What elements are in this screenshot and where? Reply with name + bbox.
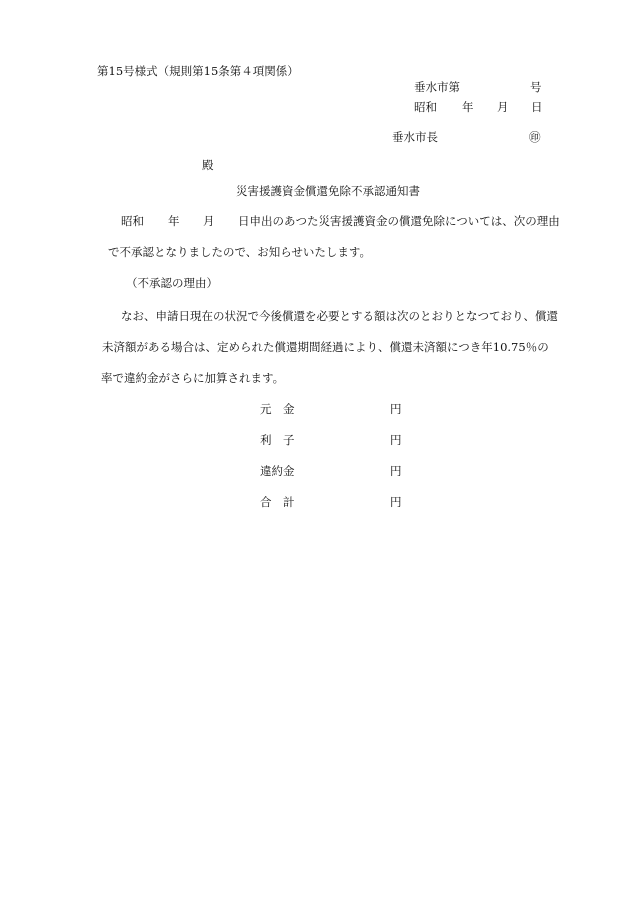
seal-mark: ㊞ [529, 130, 541, 144]
body-line-1 [0, 216, 630, 230]
reason-line-2: 未済額がある場合は、定められた償還期間経過により、償還未済額につき年10.75％の [102, 340, 549, 354]
amount-label: 元 金 [260, 402, 295, 416]
date-month: 月 [497, 100, 509, 114]
amount-unit: 円 [390, 495, 402, 509]
issuer-title: 垂水市長 [392, 130, 438, 144]
date-era: 昭和 [414, 100, 437, 114]
document-title: 災害援護資金償還免除不承認通知書 [236, 184, 420, 198]
body-date-month: 月 [203, 214, 215, 228]
amount-row-interest [0, 435, 630, 449]
document-number-suffix: 号 [530, 80, 542, 94]
document-number-prefix: 垂水市第 [414, 80, 460, 94]
body-date-era: 昭和 [121, 214, 144, 228]
date-year: 年 [462, 100, 474, 114]
reason-line-1: なお、申請日現在の状況で今後償還を必要とする額は次のとおりとなつており、償還 [121, 309, 558, 323]
amount-label: 違約金 [260, 464, 295, 478]
reason-line-3: 率で違約金がさらに加算されます。 [101, 371, 285, 385]
amount-row-penalty [0, 466, 630, 480]
amount-row-principal [0, 404, 630, 418]
form-header: 第15号様式（規則第15条第４項関係） [97, 64, 299, 78]
amount-row-total [0, 497, 630, 511]
amount-unit: 円 [390, 433, 402, 447]
body-line-2: で不承認となりましたので、お知らせいたします。 [108, 245, 372, 259]
body-line-1-text: 日申出のあつた災害援護資金の償還免除については、次の理由 [238, 214, 560, 228]
addressee-suffix: 殿 [202, 158, 214, 172]
body-date-year: 年 [168, 214, 180, 228]
amount-unit: 円 [390, 402, 402, 416]
date-day: 日 [531, 100, 543, 114]
amount-label: 利 子 [260, 433, 295, 447]
document-number [0, 82, 630, 96]
amount-unit: 円 [390, 464, 402, 478]
amount-label: 合 計 [260, 495, 295, 509]
issuer-line [0, 132, 630, 146]
date-line [0, 102, 630, 116]
reason-heading: （不承認の理由） [126, 276, 218, 290]
